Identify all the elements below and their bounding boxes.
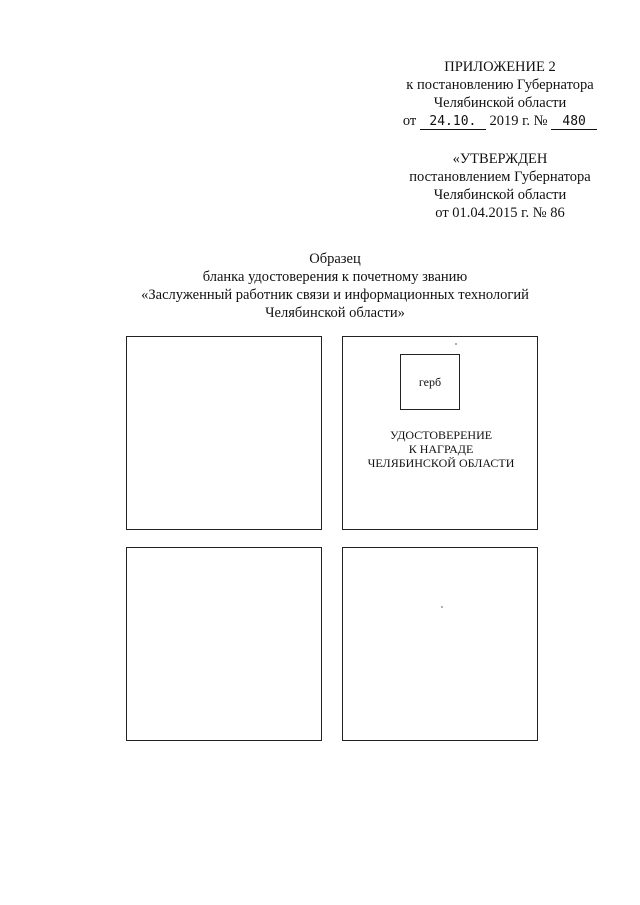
scan-speck <box>455 343 457 345</box>
cover-title-line-1: УДОСТОВЕРЕНИЕ <box>389 428 493 442</box>
approved-line-3: от 01.04.2015 г. № 86 <box>435 205 565 221</box>
certificate-front-cover <box>342 336 538 530</box>
certificate-inner-left <box>126 547 322 741</box>
heading-line-3: «Заслуженный работник связи и информационных технологий <box>141 287 529 303</box>
scan-speck <box>441 606 443 608</box>
certificate-inner-right <box>342 547 538 741</box>
heading-line-1: Образец <box>309 251 361 267</box>
cover-title <box>343 428 539 470</box>
date-prefix: от <box>402 113 417 129</box>
filled-date: 24.10. <box>420 114 486 130</box>
approval-stamp <box>380 150 620 222</box>
appendix-line-2: Челябинской области <box>433 95 567 111</box>
cover-title-line-2: К НАГРАДЕ <box>408 442 474 456</box>
appendix-line-1: к постановлению Губернатора <box>406 77 594 93</box>
appendix-title: ПРИЛОЖЕНИЕ 2 <box>444 59 556 75</box>
cover-title-line-3: ЧЕЛЯБИНСКОЙ ОБЛАСТИ <box>367 456 515 470</box>
approved-title: «УТВЕРЖДЕН <box>452 151 548 167</box>
document-heading <box>90 250 580 322</box>
heading-line-4: Челябинской области» <box>265 305 405 321</box>
year-text: 2019 г. № <box>489 113 548 129</box>
coat-of-arms-label: герб <box>418 374 442 389</box>
approved-line-2: Челябинской области <box>433 187 567 203</box>
appendix-date-line <box>380 112 620 130</box>
certificate-back-cover <box>126 336 322 530</box>
heading-line-2: бланка удостоверения к почетному званию <box>202 269 468 285</box>
approved-line-1: постановлением Губернатора <box>409 169 591 185</box>
coat-of-arms-placeholder <box>400 354 460 410</box>
filled-number: 480 <box>551 114 597 130</box>
appendix-header <box>380 58 620 130</box>
